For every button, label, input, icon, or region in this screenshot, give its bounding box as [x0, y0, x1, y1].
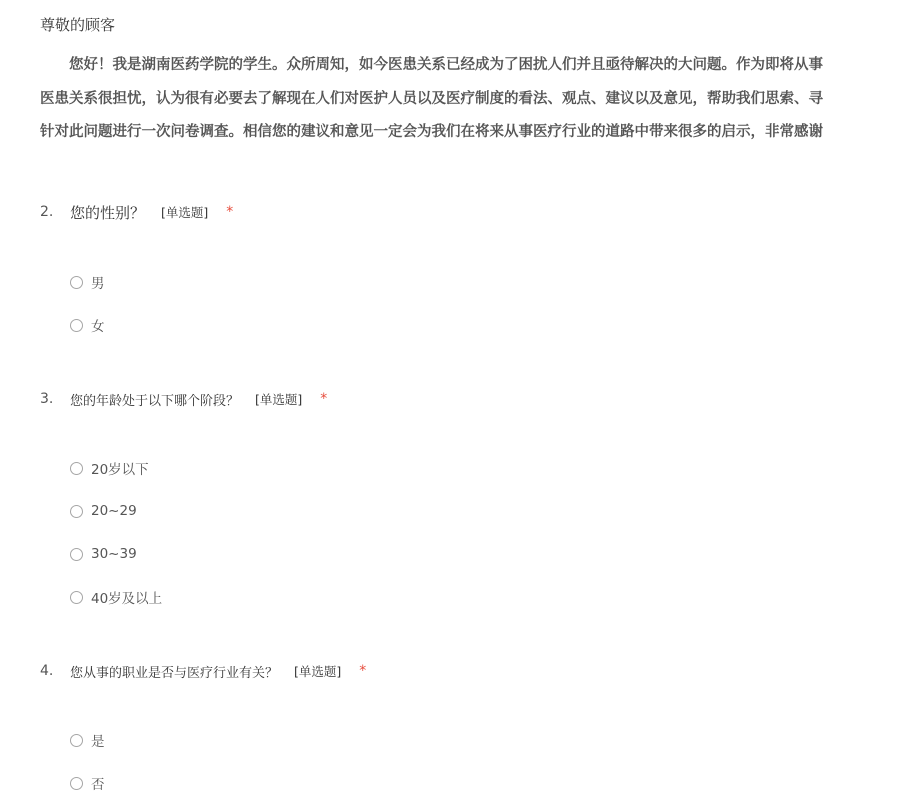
option-40-plus[interactable]	[70, 587, 162, 607]
question-number: 3.	[40, 391, 54, 407]
required-marker: *	[320, 391, 328, 407]
question-3	[40, 388, 327, 410]
required-marker: *	[359, 663, 367, 679]
option-20-29[interactable]	[70, 501, 137, 521]
radio-button[interactable]	[70, 319, 83, 332]
option-male[interactable]	[70, 272, 105, 292]
radio-button[interactable]	[70, 505, 83, 518]
option-label: 女	[91, 319, 105, 335]
option-label: 男	[91, 276, 105, 292]
greeting-text: 尊敬的顾客	[40, 16, 116, 34]
option-no[interactable]	[70, 773, 105, 793]
option-label: 是	[91, 734, 105, 750]
radio-button[interactable]	[70, 734, 83, 747]
option-label: 20岁以下	[91, 462, 149, 478]
option-30-39[interactable]	[70, 544, 137, 564]
option-label: 否	[91, 777, 105, 793]
question-type-badge: [单选题]	[255, 392, 303, 407]
radio-button[interactable]	[70, 548, 83, 561]
option-label: 20~29	[91, 503, 137, 519]
question-2	[40, 201, 233, 223]
required-marker: *	[226, 204, 234, 220]
radio-button[interactable]	[70, 276, 83, 289]
intro-line-3: 针对此问题进行一次问卷调查。相信您的建议和意见一定会为我们在将来从事医疗行业的道路中带来很多的启示，非常感谢	[40, 123, 823, 140]
question-title: 您从事的职业是否与医疗行业有关？	[70, 665, 279, 681]
question-title: 您的性别？	[70, 203, 146, 222]
option-label: 40岁及以上	[91, 591, 163, 607]
intro-line-2: 医患关系很担忧，认为很有必要去了解现在人们对医护人员以及医疗制度的看法、观点、建议以及意见，帮助我们思索、寻	[40, 90, 823, 107]
question-number: 4.	[40, 663, 54, 679]
question-number: 2.	[40, 204, 54, 220]
question-title: 您的年龄处于以下哪个阶段？	[70, 393, 240, 409]
radio-button[interactable]	[70, 777, 83, 790]
option-under-20[interactable]	[70, 458, 149, 478]
question-type-badge: [单选题]	[294, 664, 342, 679]
intro-line-1: 您好！我是湖南医药学院的学生。众所周知，如今医患关系已经成为了困扰人们并且亟待解决的大问题。作为即将从事	[69, 56, 823, 73]
question-type-badge: [单选题]	[161, 205, 209, 220]
option-female[interactable]	[70, 315, 105, 335]
option-label: 30~39	[91, 546, 137, 562]
radio-button[interactable]	[70, 462, 83, 475]
option-yes[interactable]	[70, 730, 105, 750]
radio-button[interactable]	[70, 591, 83, 604]
question-4	[40, 660, 366, 682]
